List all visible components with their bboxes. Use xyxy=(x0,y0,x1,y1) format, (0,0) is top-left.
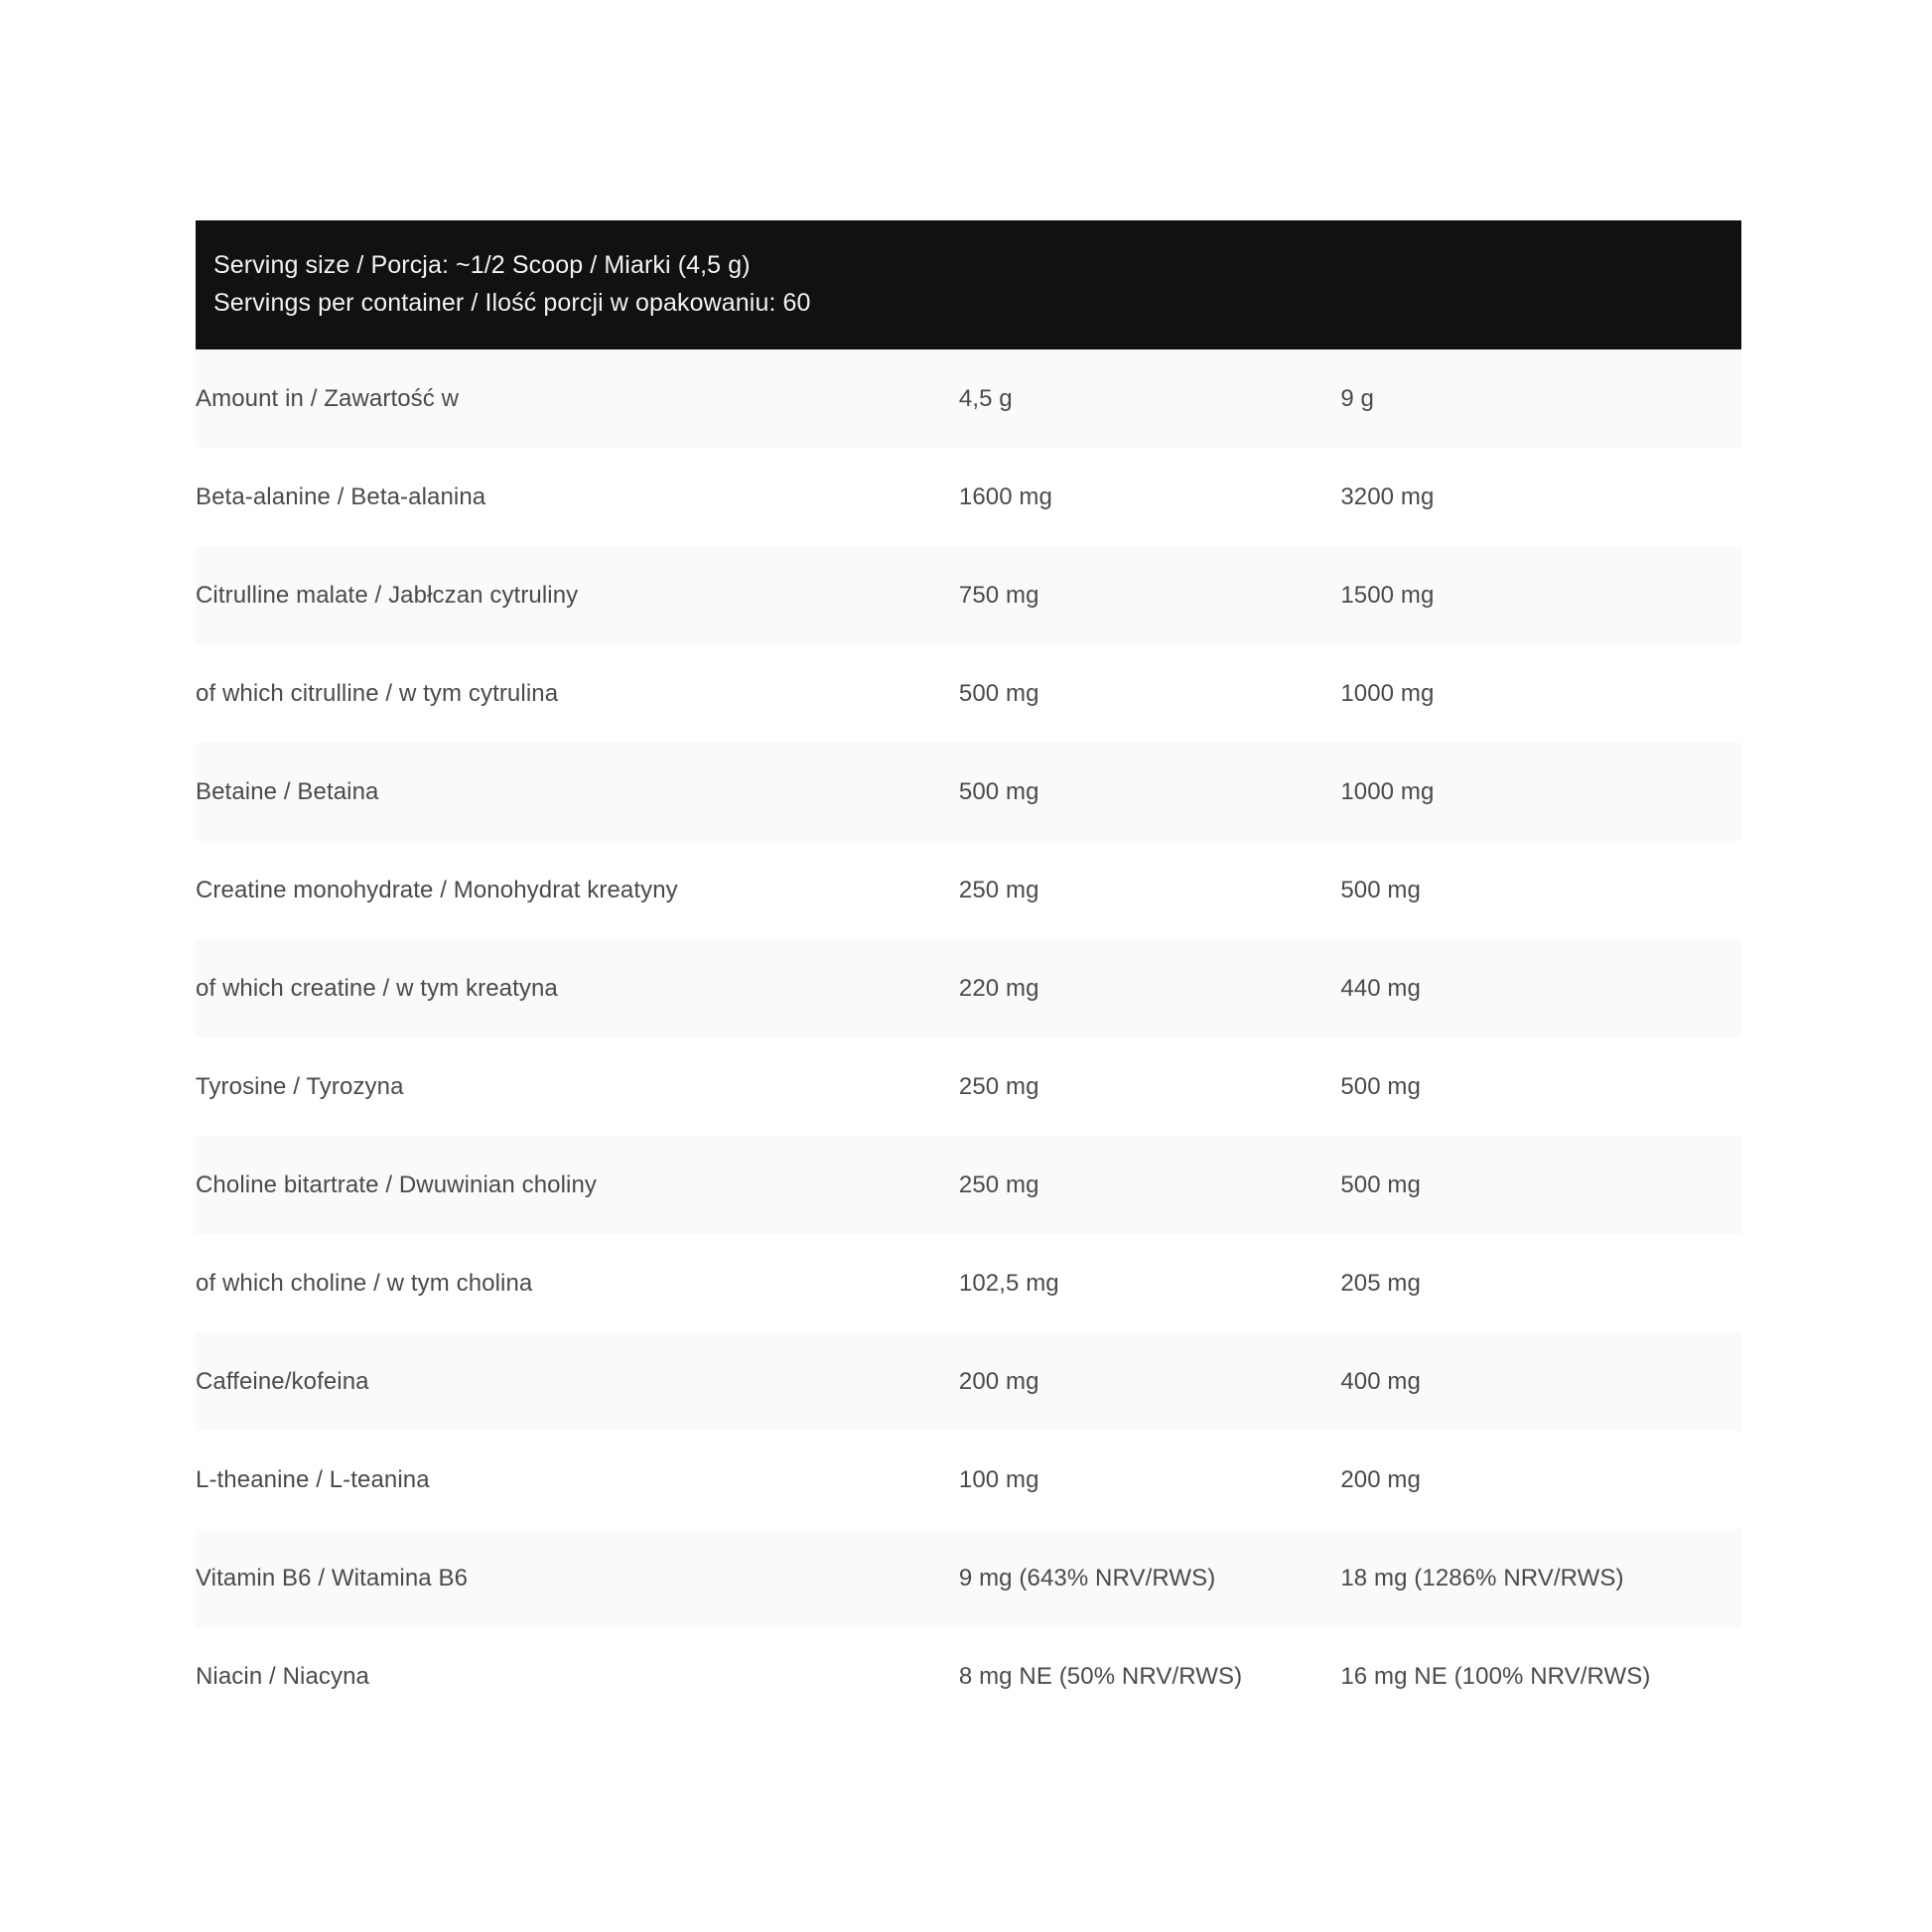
ingredient-amount-double-serving: 205 mg xyxy=(1340,1269,1421,1297)
ingredient-amount-serving: 250 mg xyxy=(958,1072,1039,1100)
nutrition-panel xyxy=(196,220,1741,1725)
ingredient-name: Niacin / Niacyna xyxy=(196,1662,370,1690)
ingredient-amount-double-serving: 200 mg xyxy=(1340,1465,1421,1493)
ingredient-name: of which choline / w tym cholina xyxy=(196,1269,533,1297)
nutrition-table xyxy=(196,349,1741,1725)
ingredient-name: of which citrulline / w tym cytrulina xyxy=(196,679,559,707)
ingredient-amount-serving: 250 mg xyxy=(958,1171,1039,1198)
ingredient-amount-serving: 100 mg xyxy=(958,1465,1039,1493)
ingredient-amount-serving: 500 mg xyxy=(958,679,1039,707)
table-row xyxy=(196,644,1741,743)
ingredient-amount-double-serving: 9 g xyxy=(1340,384,1374,412)
ingredient-name: Tyrosine / Tyrozyna xyxy=(196,1072,404,1100)
ingredient-amount-double-serving: 500 mg xyxy=(1340,1072,1421,1100)
ingredient-name: Vitamin B6 / Witamina B6 xyxy=(196,1564,469,1591)
ingredient-amount-double-serving: 16 mg NE (100% NRV/RWS) xyxy=(1340,1662,1651,1690)
ingredient-amount-double-serving: 1500 mg xyxy=(1340,581,1435,609)
ingredient-amount-serving: 4,5 g xyxy=(958,384,1013,412)
ingredient-name: Beta-alanine / Beta-alanina xyxy=(196,483,486,510)
ingredient-amount-serving: 250 mg xyxy=(958,876,1039,903)
serving-size-text: Serving size / Porcja: ~1/2 Scoop / Miarki (4,5 g) xyxy=(213,251,751,279)
ingredient-amount-double-serving: 3200 mg xyxy=(1340,483,1435,510)
table-row xyxy=(196,1037,1741,1136)
ingredient-amount-double-serving: 500 mg xyxy=(1340,1171,1421,1198)
ingredient-amount-serving: 220 mg xyxy=(958,974,1039,1002)
ingredient-name: of which creatine / w tym kreatyna xyxy=(196,974,558,1002)
ingredient-amount-serving: 200 mg xyxy=(958,1367,1039,1395)
table-row xyxy=(196,1332,1741,1431)
table-row xyxy=(196,743,1741,841)
serving-header xyxy=(196,220,1741,349)
table-row xyxy=(196,841,1741,939)
table-row xyxy=(196,546,1741,644)
ingredient-amount-serving: 1600 mg xyxy=(958,483,1052,510)
ingredient-name: L-theanine / L-teanina xyxy=(196,1465,430,1493)
table-row xyxy=(196,1627,1741,1725)
ingredient-name: Creatine monohydrate / Monohydrat kreatyny xyxy=(196,876,678,903)
ingredient-amount-double-serving: 1000 mg xyxy=(1340,679,1435,707)
ingredient-name: Amount in / Zawartość w xyxy=(196,384,460,412)
ingredient-amount-serving: 102,5 mg xyxy=(958,1269,1059,1297)
ingredient-amount-double-serving: 400 mg xyxy=(1340,1367,1421,1395)
table-row xyxy=(196,939,1741,1037)
ingredient-amount-serving: 9 mg (643% NRV/RWS) xyxy=(958,1564,1216,1591)
ingredient-name: Caffeine/kofeina xyxy=(196,1367,369,1395)
ingredient-name: Betaine / Betaina xyxy=(196,777,379,805)
table-row xyxy=(196,1136,1741,1234)
ingredient-name: Citrulline malate / Jabłczan cytruliny xyxy=(196,581,579,609)
ingredient-amount-serving: 8 mg NE (50% NRV/RWS) xyxy=(958,1662,1243,1690)
servings-per-container-text: Servings per container / Ilość porcji w opakowaniu: 60 xyxy=(213,289,811,317)
ingredient-name: Choline bitartrate / Dwuwinian choliny xyxy=(196,1171,597,1198)
ingredient-amount-double-serving: 440 mg xyxy=(1340,974,1421,1002)
nutrition-table-body xyxy=(196,349,1741,1725)
ingredient-amount-double-serving: 500 mg xyxy=(1340,876,1421,903)
table-row xyxy=(196,1234,1741,1332)
table-row xyxy=(196,1529,1741,1627)
ingredient-amount-serving: 500 mg xyxy=(958,777,1039,805)
table-row xyxy=(196,1431,1741,1529)
ingredient-amount-double-serving: 1000 mg xyxy=(1340,777,1435,805)
ingredient-amount-serving: 750 mg xyxy=(958,581,1039,609)
table-row xyxy=(196,349,1741,448)
ingredient-amount-double-serving: 18 mg (1286% NRV/RWS) xyxy=(1340,1564,1624,1591)
table-row xyxy=(196,448,1741,546)
